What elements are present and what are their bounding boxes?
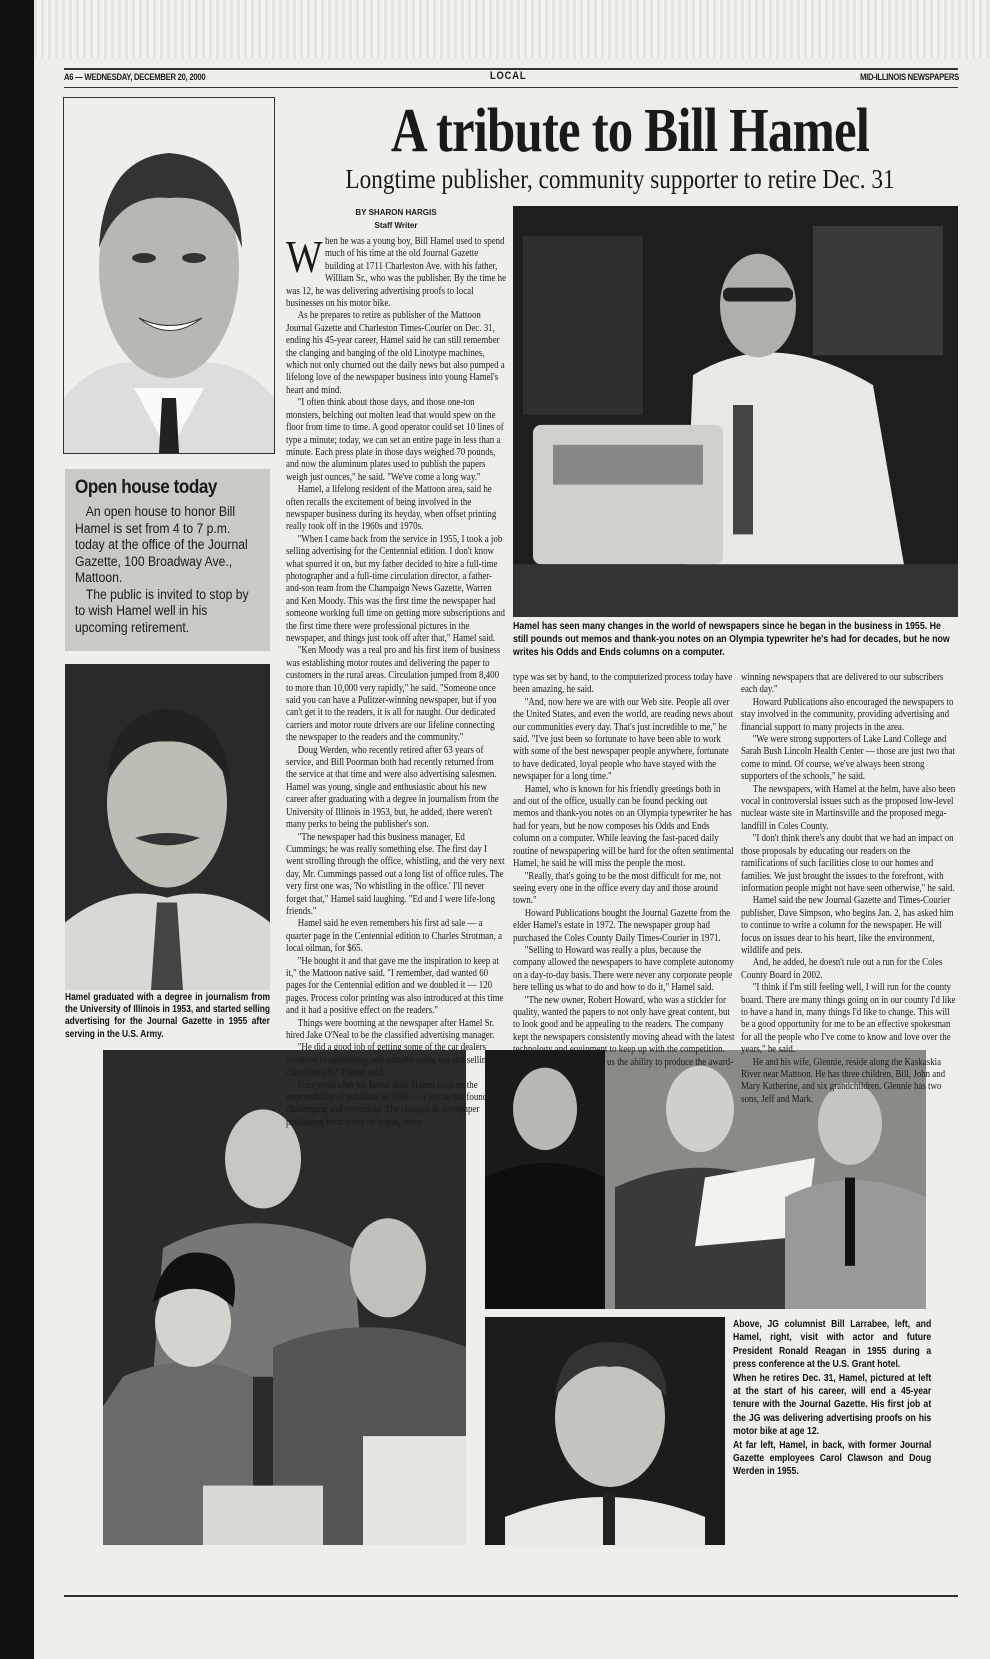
header-rule-bottom: [64, 87, 958, 88]
article-paragraph: And, he added, he doesn't rule out a run for the Coles County Board in 2002.: [741, 957, 943, 981]
article-paragraph: "I don't think there's any doubt that we had an impact on those proposals by educating our readers on the ramifications of such facilities close to our homes and families. We just brought the issues to the forefront, with information people might not have seen otherwise," he said.: [741, 833, 955, 894]
article-paragraph: Hamel said the new Journal Gazette and Times-Courier publisher, Dave Simpson, who begins Jan. 2, has asked him to continue to write a column for the newspaper. He will focus on issues dear to his heart, like the environment, wildlife and pets.: [741, 895, 954, 956]
article-paragraph: "The newspaper had this business manager, Ed Cummings; he was really something else. The first day I went strolling through the office, whistling, and the very next day, Mr. Cummings passed out a long list of office rules. The very first one was, 'No whistling in the office.' I'll never forget that," Hamel said laughing. "Ed and I were life-long friends.": [286, 831, 505, 917]
article-paragraph: Hamel said he even remembers his first ad sale — a quarter page in the Centennial edition to Charles Strotman, a local oilman, for $65.: [286, 918, 502, 955]
subheadline: Longtime publisher, community supporter to retire Dec. 31: [345, 164, 895, 194]
young-hamel-photo: [485, 1317, 725, 1545]
article-paragraph: "When I came back from the service in 1955, I took a job selling advertising for the Centennial edition. I don't know what spurred it on, but my father decided to hire a full-time photographer and a full-time circulation director, a father-and-son team from the Champaign News Gazette, Warren and Ken Moody. This was the first time the newspaper had someone working full time on getting more subscriptions and the first time there were professional pictures in the newspaper, and things just took off after that," Hamel said.: [286, 533, 505, 644]
article-paragraph: Hamel, who is known for his friendly greetings both in and out of the office, usually can be found pecking out memos and thank-you notes on an Olympia typewriter he has had for years, but he now composes his Odds and Ends column on a computer. While leaving the fast-paced daily routine of newspapering will be hard for the often sentimental Hamel, he said he will miss the people the most.: [513, 783, 734, 870]
article-paragraph: "He did a good job of getting some of the car dealers involved in advertising and actually going out and selling classified ads," Hamel said.: [286, 1042, 491, 1079]
article-paragraph-text: hen he was a young boy, Bill Hamel used to spend much of his time at the old Journal Gazette building at 1711 Charleston Ave. with his father, William Sr., who was the publisher. By the time he was 12, he was delivering advertising proofs to local businesses on his motor bike.: [286, 236, 507, 310]
article-paragraph: winning newspapers that are delivered to our subscribers each day.": [741, 672, 944, 696]
article-paragraph: [286, 231, 507, 310]
article-paragraph: type was set by hand, to the computerized process today have been amazing, he said.: [513, 672, 733, 696]
article-paragraph: "The new owner, Robert Howard, who was a stickler for quality, wanted the papers to not only have great content, but to look good and be appealing to the readers. The company kept the newspapers consistently moving ahead with the latest technology and equipment to keep up with the competition. Really, the company gave us the ability to produce the award-: [513, 994, 735, 1068]
caption-young-hamel: When he retires Dec. 31, Hamel, pictured at left at the start of his career, will end a 45-year tenure with the Journal Gazette. His first job at the JG was delivering advertising proofs on his motor bike at age 12.: [733, 1372, 932, 1438]
scan-margin: [34, 0, 990, 58]
open-house-text: The public is invited to stop by to wish Hamel well in his upcoming retirement.: [75, 586, 249, 635]
graduate-photo: [65, 664, 270, 990]
article-paragraph: "Ken Moody was a real pro and his first item of business was establishing motor routes and delivering the paper to customers in the rural areas. Circulation jumped from 8,400 to more than 10,000 very rapidly," he said. "Someone once said you can have a Pulitzer-winning newspaper, but if you can't get it to the readers, it is all for naught. Our dedicated carriers and motor route drivers are our lifeline connecting the newspaper to the readers and the community.": [286, 645, 501, 744]
article-paragraph: "He bought it and that gave me the inspiration to keep at it," the Mattoon native said. "I remember, dad wanted 60 pages for the Centennial edition and we doubled it — 120 pages. Process color printing was also introduced at this time and it had a positive effect on the readers.": [286, 955, 504, 1017]
article-paragraph: He and his wife, Glennie, reside along the Kaskaskia River near Mattoon. He has three children, Bill, John and Mary Katherine, and six grandchildren. Glennie has two sons, Jeff and Mark.: [741, 1056, 946, 1105]
article-paragraph: Doug Werden, who recently retired after 63 years of service, and Bill Poorman both had recently returned from the service at that time and were also advertising salesmen. Hamel was young, single and enthusiastic about his new career after graduating with a degree in journalism from the University of Illinois in 1953, but, he added, there weren't many perks to being the publisher's son.: [286, 744, 499, 831]
open-house-content: [75, 477, 260, 636]
article-paragraph: Howard Publications bought the Journal Gazette from the elder Hamel's estate in 1972. The newspaper group had purchased the Coles County Daily Times-Courier in 1971.: [513, 907, 731, 944]
publication-name: MID-ILLINOIS NEWSPAPERS: [860, 72, 959, 82]
article-paragraph: "I often think about those days, and those one-ton monsters, belching out molten lead that would spew on the floor from time to time. A good operator could set 10 lines of type a minute; today, we can set an entire page in less than a minute. Each press plate in those days weighed 70 pounds, and now the aluminum plates used to publish the papers weigh just ounces," he said. "We've come a long way.": [286, 397, 504, 483]
article-paragraph: "Selling to Howard was really a plus, because the company allowed the newspapers to have complete autonomy on a day-to-day basis. There were never any corporate people here telling us what to do and how to do it," Hamel said.: [513, 944, 734, 994]
article-paragraph: "I think if I'm still feeling well, I will run for the county board. There are many things going on in our county I'd like to have a hand in, many things I'd like to change. This will be a good opportunity for me to be an effective spokesman for all the people who I've come to know and love over the years," he said.: [741, 982, 956, 1056]
typewriter-photo: [513, 206, 958, 617]
article-paragraph: Things were booming at the newspaper after Hamel Sr. hired Jake O'Neal to be the classified advertising manager.: [286, 1017, 495, 1041]
bottom-photos-caption: [733, 1318, 931, 1479]
scan-edge: [0, 0, 34, 1659]
article-column-2: [513, 672, 735, 1069]
byline: [286, 206, 506, 232]
caption-staff-1955: At far left, Hamel, in back, with former Journal Gazette employees Carol Clawson and Doug Werden in 1955.: [733, 1439, 932, 1478]
footer-rule: [64, 1595, 958, 1597]
open-house-title: Open house today: [75, 477, 217, 498]
byline-author: BY SHARON HARGIS: [355, 208, 437, 217]
typewriter-photo-caption: Hamel has seen many changes in the world of newspapers since he began in the business in 1955. He still pounds out memos and thank-you notes on an Olympia typewriter he's had for decades, but he now writes his Odds and Ends columns on a computer.: [513, 620, 950, 658]
drop-cap: W: [286, 231, 323, 282]
article-paragraph: As he prepares to retire as publisher of the Mattoon Journal Gazette and Charleston Times-Courier on Dec. 31, ending his 45-year career, Hamel said he can still remember the clanging and banging of the old Linotype machines, which not only churned out the daily news but also pumped a lifelong love of the newspaper business into young Hamel's heart and mind.: [286, 310, 505, 396]
article-paragraph: Howard Publications also encouraged the newspapers to stay involved in the community, providing advertising and financial support to many projects in the area.: [741, 696, 954, 733]
article-column-3: [741, 672, 959, 1106]
open-house-text: An open house to honor Bill Hamel is set from 4 to 7 p.m. today at the office of the Journal Gazette, 100 Broadway Ave., Mattoon.: [75, 504, 248, 585]
portrait-photo: [63, 97, 275, 454]
article-paragraph: "And, now here we are with our Web site. People all over the United States, and even the world, are reading news about our communities every day. That's just incredible to me," he said. "I've just been so fortunate to have been able to work with some of the best newspaper people anywhere, fortunate to have dedicated, loyal people who have stayed with the newspaper for a long time.": [513, 696, 733, 783]
folio-date: A6 — WEDNESDAY, DECEMBER 20, 2000: [64, 72, 206, 82]
headline: A tribute to Bill Hamel: [390, 97, 870, 165]
caption-reagan: Above, JG columnist Bill Larrabee, left, and Hamel, right, visit with actor and future President Ronald Reagan in 1955 during a press conference at the U.S. Grant hotel.: [733, 1319, 932, 1371]
article-paragraph: "We were strong supporters of Lake Land College and Sarah Bush Lincoln Health Center — those are just two that come to mind. Of course, we've always been strong supporters of the schools," he said.: [741, 734, 956, 783]
article-paragraph: Hamel, a lifelong resident of the Mattoon area, said he often recalls the excitement of being involved in the newspaper business during its heyday, when offset printing really took off in the 1960s and 1970s.: [286, 484, 497, 533]
graduate-photo-caption: Hamel graduated with a degree in journalism from the University of Illinois in 1953, and started selling advertising for the Journal Gazette in 1955 after serving in the U.S. Army.: [65, 992, 270, 1040]
section-label: LOCAL: [490, 70, 527, 82]
byline-title: Staff Writer: [374, 221, 418, 230]
article-paragraph: Four years after his father died, Hamel took on the responsibility of publisher in 1965 — a job he has found both challenging and rewarding. The changes in newspaper publishing from when he began, when: [286, 1079, 506, 1128]
article-paragraph: The newspapers, with Hamel at the helm, have also been vocal in controversial issues such as the proposed low-level nuclear waste site in Martinsville and the proposed mega-landfill in Coles County.: [741, 783, 956, 832]
article-column-1: [286, 231, 507, 1129]
article-paragraph: "Really, that's going to be the most difficult for me, not seeing every one in the office every day and those around town.": [513, 870, 722, 907]
open-house-box: [65, 469, 270, 651]
